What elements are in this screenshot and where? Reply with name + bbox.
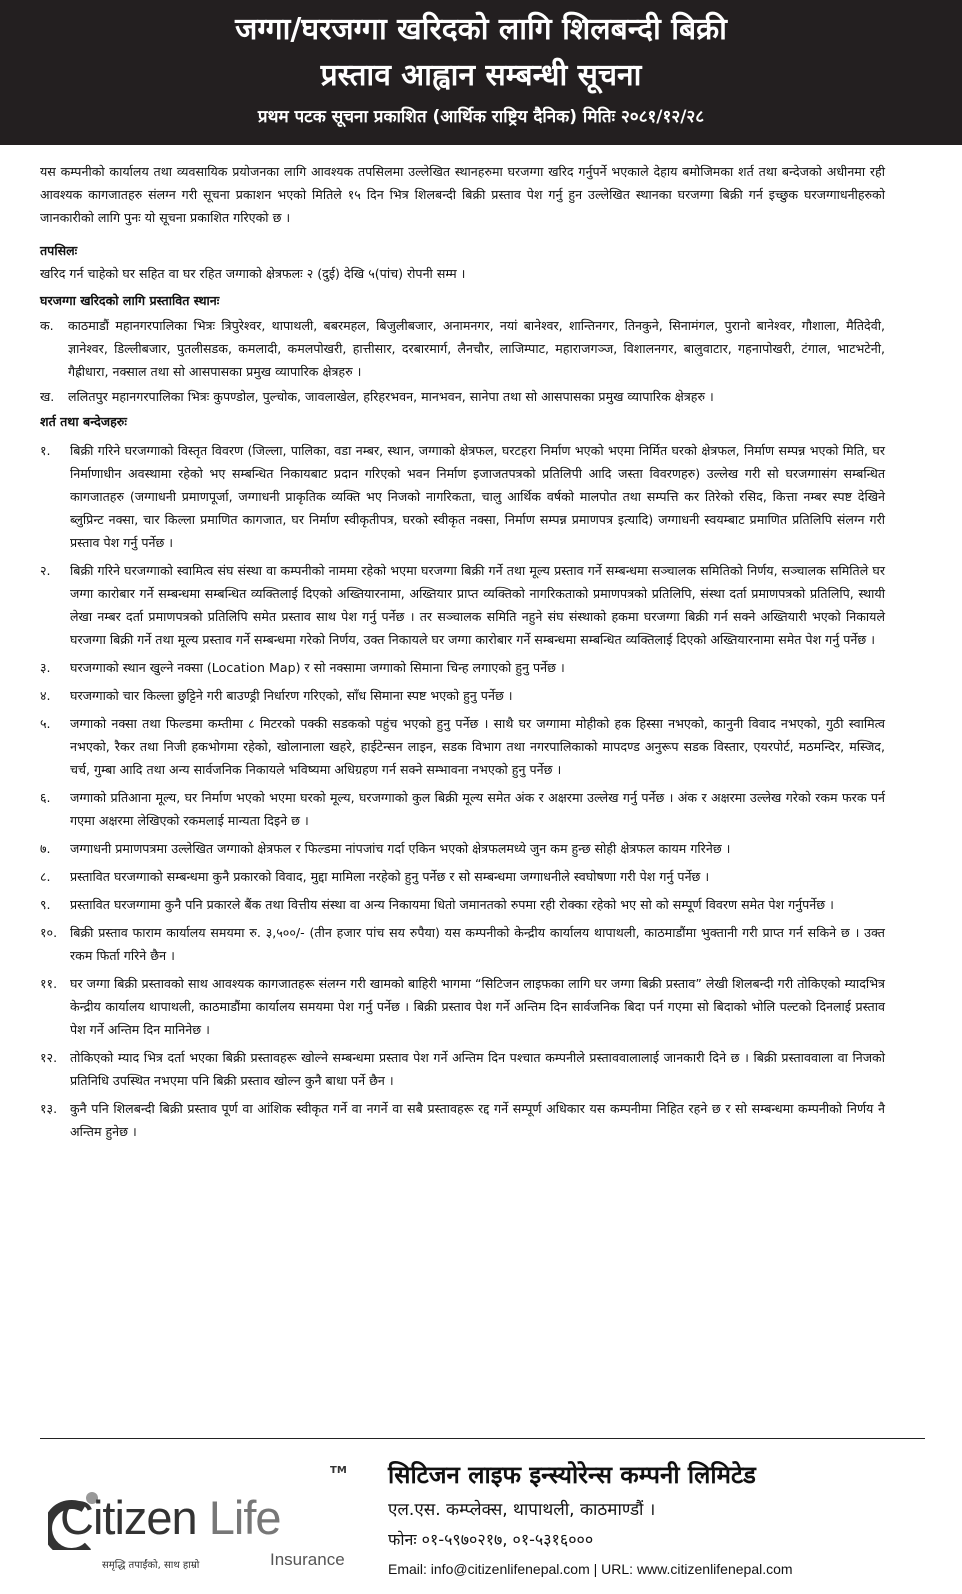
condition-number: १३. bbox=[40, 1101, 58, 1116]
condition-number: १. bbox=[40, 443, 51, 458]
company-email-url: Email: info@citizenlifenepal.com | URL: www.citizenlifenepal.com bbox=[388, 1561, 793, 1577]
intro-paragraph: यस कम्पनीको कार्यालय तथा व्यवसायिक प्रयोजनका लागि आवश्यक तपसिलमा उल्लेखित स्थानहरुमा घरजग्गा खरिद गर्नुपर्ने भएकाले देहाय बमोजिमका शर्त तथा बन्देजको अधीनमा रही आवश्यक कागजातहरु संलग्न गरी सूचना प्रकाशन भएको मितिले १५ दिन भित्र शिलबन्दी बिक्री प्रस्ताव पेश गर्नु हुन उल्लेखित स्थानका घरजग्गा बिक्री गर्न इच्छुक घरजग्गाधनीहरुको जानकारीको लागि पुनः यो सूचना प्रकाशित गरिएको छ । bbox=[40, 164, 885, 225]
condition-text: तोकिएको म्याद भित्र दर्ता भएका बिक्री प्रस्तावहरू खोल्ने सम्बन्धमा प्रस्ताव पेश गर्ने अन्तिम दिन पश्चात कम्पनीले प्रस्ताववालालाई जानकारी दिने छ । बिक्री प्रस्ताववाला वा निजको प्रतिनिधि उपस्थित नभएमा पनि बिक्री प्रस्ताव खोल्न कुनै बाधा पर्ने छैन । bbox=[70, 1050, 885, 1088]
location-text: काठमाडौं महानगरपालिका भित्रः त्रिपुरेश्वर, थापाथली, बबरमहल, बिजुलीबजार, अनामनगर, नयां बानेश्वर, शान्तिनगर, तिनकुने, सिनामंगल, पुरानो बानेश्वर, गौशाला, मैतिदेवी, ज्ञानेश्वर, डिल्लीबजार, पुतलीसडक, कमलादी, कमलपोखरी, हात्तीसार, दरबारमार्ग, लैनचौर, लाजिम्पाट, महाराजगञ्ज, विशालनगर, बालुवाटार, गहनापोखरी, टंगाल, भाटभटेनी, गैह्रीधारा, नक्साल तथा सो आसपासका प्रमुख व्यापारिक क्षेत्रहरु । bbox=[68, 318, 885, 379]
condition-text: घरजग्गाको चार किल्ला छुट्टिने गरी बाउण्ड्री निर्धारण गरिएको, साँध सिमाना स्पष्ट भएको हुनु पर्नेछ । bbox=[70, 688, 513, 703]
condition-item bbox=[40, 439, 885, 554]
tapasil-text: खरिद गर्न चाहेको घर सहित वा घर रहित जग्गाको क्षेत्रफलः २ (दुई) देखि ५(पांच) रोपनी सम्म । bbox=[40, 266, 466, 281]
condition-item bbox=[40, 837, 885, 860]
condition-number: ६. bbox=[40, 790, 51, 805]
condition-item bbox=[40, 972, 885, 1041]
company-phone: फोनः ०१-५९७०२१७, ०१-५३१६००० bbox=[388, 1530, 594, 1549]
company-name: सिटिजन लाइफ इन्स्योरेन्स कम्पनी लिमिटेड bbox=[388, 1461, 756, 1489]
notice-body bbox=[40, 160, 885, 1148]
tapasil-heading: तपसिलः bbox=[40, 243, 78, 258]
condition-item bbox=[40, 865, 885, 888]
location-item bbox=[40, 385, 885, 408]
condition-text: जग्गाधनी प्रमाणपत्रमा उल्लेखित जग्गाको क्षेत्रफल र फिल्डमा नांपजांच गर्दा एकिन भएको क्षेत्रफलमध्ये जुन कम हुन्छ सोही क्षेत्रफल कायम गरिनेछ । bbox=[70, 841, 731, 856]
location-label: क. bbox=[40, 318, 54, 333]
location-label: ख. bbox=[40, 389, 55, 404]
company-logo-wordmark bbox=[60, 1490, 281, 1545]
conditions-heading: शर्त तथा बन्देजहरुः bbox=[40, 414, 127, 429]
logo-life-text: Life bbox=[208, 1491, 281, 1544]
condition-item bbox=[40, 712, 885, 781]
condition-number: ३. bbox=[40, 660, 51, 675]
notice-header bbox=[0, 0, 962, 145]
condition-text: घर जग्गा बिक्री प्रस्तावको साथ आवश्यक कागजातहरू संलग्न गरी खामको बाहिरी भागमा “सिटिजन लाइफका लागि घर जग्गा बिक्री प्रस्ताव” लेखी शिलबन्दी गरी तोकिएको म्यादभित्र केन्द्रीय कार्यालय थापाथली, काठमाडौंमा कार्यालय समयमा पेश गर्नु पर्नेछ । बिक्री प्रस्ताव पेश गर्ने अन्तिम दिन सार्वजनिक बिदा पर्न गएमा सो बिदाको भोलि पल्टको दिनलाई प्रस्ताव पेश गर्ने अन्तिम दिन मानिनेछ । bbox=[70, 976, 885, 1037]
conditions-list bbox=[40, 439, 885, 1143]
condition-number: ७. bbox=[40, 841, 51, 856]
condition-number: ४. bbox=[40, 688, 51, 703]
condition-text: प्रस्तावित घरजग्गामा कुनै पनि प्रकारले बैंक तथा वित्तीय संस्था वा अन्य निकायमा धितो जमानतको रुपमा रही रोक्का रहेको भए सो को सम्पूर्ण विवरण समेत पेश गर्नुपर्नेछ । bbox=[70, 897, 834, 912]
condition-item bbox=[40, 656, 885, 679]
condition-text: बिक्री गरिने घरजग्गाको विस्तृत विवरण (जिल्ला, पालिका, वडा नम्बर, स्थान, जग्गाको क्षेत्रफल, घरटहरा निर्माण भएको भएमा निर्मित घरको क्षेत्रफल, निर्माण सम्पन्न भएको मिति, घर निर्माणाधीन अवस्थामा रहेको भए सम्बन्धित निकायबाट प्रदान गरिएको भवन निर्माण इजाजतपत्रको प्रतिलिपी आदि जस्ता विवरणहरु) उल्लेख गरी सो घरजग्गासंग सम्बन्धित कागजातहरु (जग्गाधनी प्रमाणपूर्जा, जग्गाधनी प्राकृतिक व्यक्ति भए निजको नागरिकता, चालु आर्थिक वर्षको मालपोत तथा सम्पत्ति कर तिरेको रसिद, कित्ता नम्बर स्पष्ट देखिने ब्लुप्रिन्ट नक्सा, चार किल्ला प्रमाणित कागजात, घर निर्माण स्वीकृतीपत्र, घरको स्वीकृत नक्सा, निर्माण सम्पन्न प्रमाणपत्र इत्यादि) जग्गाधनी स्वयम्बाट प्रमाणित प्रतिलिपि संलग्न गरी प्रस्ताव पेश गर्नु पर्नेछ । bbox=[70, 443, 885, 550]
condition-item bbox=[40, 1046, 885, 1092]
condition-text: कुनै पनि शिलबन्दी बिक्री प्रस्ताव पूर्ण वा आंशिक स्वीकृत गर्ने वा नगर्ने वा सबै प्रस्तावहरू रद्द गर्ने सम्पूर्ण अधिकार यस कम्पनीमा निहित रहने छ र सो सम्बन्धमा कम्पनीको निर्णय नै अन्तिम हुनेछ । bbox=[70, 1101, 885, 1139]
condition-number: १२. bbox=[40, 1050, 58, 1065]
logo-citizen-text: Citizen bbox=[60, 1491, 197, 1544]
notice-subtitle: प्रथम पटक सूचना प्रकाशित (आर्थिक राष्ट्रिय दैनिक) मितिः २०८१/१२/२८ bbox=[257, 107, 705, 127]
condition-item bbox=[40, 559, 885, 651]
condition-number: ९. bbox=[40, 897, 51, 912]
footer bbox=[40, 1440, 925, 1590]
condition-text: प्रस्तावित घरजग्गाको सम्बन्धमा कुनै प्रकारको विवाद, मुद्दा मामिला नरहेको हुनु पर्नेछ र सो सम्बन्धमा जग्गाधनीले स्वघोषणा गरी पेश गर्नु पर्नेछ । bbox=[70, 869, 710, 884]
locations-list bbox=[40, 314, 885, 408]
condition-text: बिक्री प्रस्ताव फाराम कार्यालय समयमा रु. ३,५००/- (तीन हजार पांच सय रुपैया) यस कम्पनीको केन्द्रीय कार्यालय थापाथली, काठमाडौंमा भुक्तानी गरी प्राप्त गर्न सकिने छ । उक्त रकम फिर्ता गरिने छैन । bbox=[70, 925, 885, 963]
condition-text: घरजग्गाको स्थान खुल्ने नक्सा (Location Map) र सो नक्सामा जग्गाको सिमाना चिन्ह लगाएको हुनु पर्नेछ । bbox=[70, 660, 565, 675]
locations-heading: घरजग्गा खरिदको लागि प्रस्तावित स्थानः bbox=[40, 293, 220, 308]
condition-number: २. bbox=[40, 563, 51, 578]
condition-number: ५. bbox=[40, 716, 51, 731]
condition-number: ८. bbox=[40, 869, 51, 884]
condition-item bbox=[40, 921, 885, 967]
condition-item bbox=[40, 893, 885, 916]
notice-title-line2: प्रस्ताव आह्वान सम्बन्धी सूचना bbox=[320, 58, 642, 93]
condition-item bbox=[40, 684, 885, 707]
condition-number: १०. bbox=[40, 925, 58, 940]
footer-divider bbox=[40, 1438, 925, 1439]
logo-trademark: TM bbox=[330, 1465, 347, 1476]
logo-insurance-text: Insurance bbox=[270, 1550, 345, 1569]
logo-tagline: समृद्धि तपाईंको, साथ हाम्रो bbox=[102, 1560, 200, 1571]
condition-text: जग्गाको प्रतिआना मूल्य, घर निर्माण भएको भएमा घरको मूल्य, घरजग्गाको कुल बिक्री मूल्य समेत अंक र अक्षरमा उल्लेख गर्नु पर्नेछ । अंक र अक्षरमा उल्लेख गरेको रकम फरक पर्न गएमा अक्षरमा लेखिएको रकमलाई मान्यता दिइने छ । bbox=[70, 790, 885, 828]
condition-text: जग्गाको नक्सा तथा फिल्डमा कम्तीमा ८ मिटरको पक्की सडकको पहुंच भएको हुनु पर्नेछ । साथै घर जग्गामा मोहीको हक हिस्सा नभएको, कानुनी विवाद नभएको, गुठी स्वामित्व नभएको, रैकर तथा निजी हकभोगमा रहेको, खोलानाला खहरे, हाईटेन्सन लाइन, सडक विभाग तथा नगरपालिकाको मापदण्ड अनुरूप सडक विस्तार, एयरपोर्ट, मठमन्दिर, मस्जिद, चर्च, गुम्बा आदि तथा अन्य सार्वजनिक निकायले भविष्यमा अधिग्रहण गर्न सक्ने सम्भावना नभएको हुनु पर्नेछ । bbox=[70, 716, 885, 777]
condition-text: बिक्री गरिने घरजग्गाको स्वामित्व संघ संस्था वा कम्पनीको नाममा रहेको भएमा घरजग्गा बिक्री गर्ने तथा मूल्य प्रस्ताव गर्ने सम्बन्धमा सञ्चालक समितिको निर्णय, सञ्चालक समितिले घर जग्गा कारोबार गर्ने सम्बन्धमा सम्बन्धित व्यक्तिलाई दिएको अख्तियारनामा, अख्तियार प्राप्त व्यक्तिको नागरिकताको प्रमाणपत्रको प्रतिलिपि, संस्था दर्ता प्रमाणपत्रको प्रतिलिपि, स्थायी लेखा नम्बर दर्ता प्रमाणपत्रको प्रतिलिपि समेत प्रस्ताव साथ पेश गर्नु पर्नेछ । तर सञ्चालक समिति नहुने संघ संस्थाको हकमा घरजग्गा बिक्री गर्न सक्ने अख्तियारी भएको निकायले घरजग्गा बिक्री गर्ने तथा मूल्य प्रस्ताव गर्ने सम्बन्धमा गरेको निर्णय, उक्त निकायले घर जग्गा कारोबार गर्ने सम्बन्धमा सम्बन्धित व्यक्तिलाई दिएको अख्तियारनामा समेत पेश गर्नु पर्नेछ । bbox=[70, 563, 885, 647]
location-item bbox=[40, 314, 885, 383]
location-text: ललितपुर महानगरपालिका भित्रः कुपण्डोल, पुल्चोक, जावलाखेल, हरिहरभवन, मानभवन, सानेपा तथा सो आसपासका प्रमुख व्यापारिक क्षेत्रहरु । bbox=[68, 389, 714, 404]
condition-item bbox=[40, 1097, 885, 1143]
condition-item bbox=[40, 786, 885, 832]
condition-number: ११. bbox=[40, 976, 58, 991]
company-address: एल.एस. कम्प्लेक्स, थापाथली, काठमाण्डौं । bbox=[388, 1500, 656, 1520]
notice-title-line1: जग्गा/घरजग्गा खरिदको लागि शिलबन्दी बिक्री bbox=[235, 12, 727, 47]
